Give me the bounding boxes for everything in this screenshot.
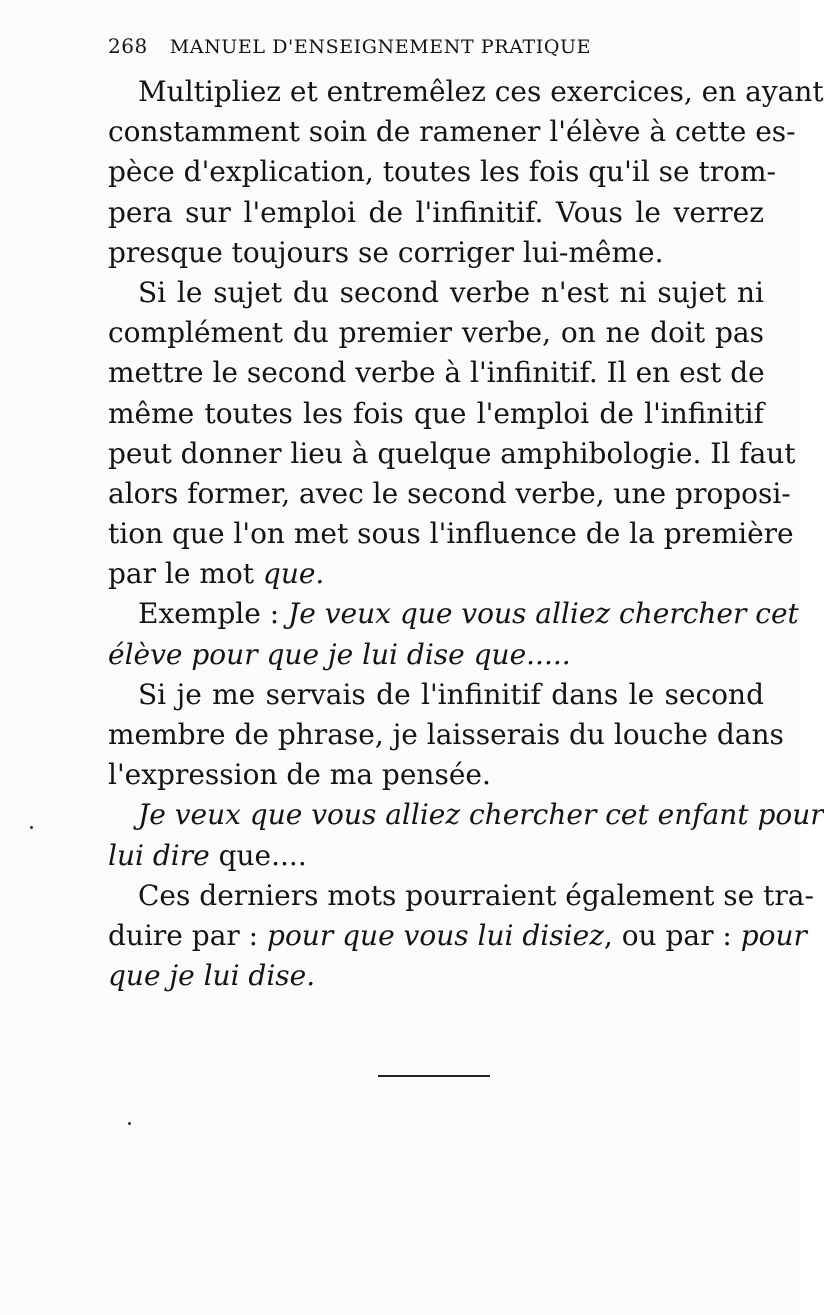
running-title: MANUEL D'ENSEIGNEMENT PRATIQUE <box>169 36 592 58</box>
page-number: 268 <box>108 34 148 58</box>
text-line: Je veux que vous alliez chercher cet enfant pour <box>138 798 824 832</box>
text-line: élève pour que je lui dise que..... <box>108 637 571 671</box>
running-header <box>108 34 688 64</box>
text-line: lui dire que.... <box>108 838 307 872</box>
text-line: Ces derniers mots pourraient également se tra- <box>138 878 814 912</box>
text-line: presque toujours se corriger lui-même. <box>108 235 664 269</box>
section-end-rule <box>378 1075 490 1077</box>
text-line: Multipliez et entremêlez ces exercices, en ayant <box>138 75 824 108</box>
text-line: que je lui dise. <box>108 959 316 993</box>
text-line: alors former, avec le second verbe, une proposi- <box>108 476 791 510</box>
text-line: duire par : pour que vous lui disiez, ou par : pour <box>108 918 807 952</box>
text-line: mettre le second verbe à l'infinitif. Il en est de <box>108 356 765 390</box>
text-line: Exemple : Je veux que vous alliez chercher cet <box>138 597 799 631</box>
text-line: l'expression de ma pensée. <box>108 758 491 792</box>
text-line: Si le sujet du second verbe n'est ni sujet ni <box>138 275 764 309</box>
text-line: membre de phrase, je laisserais du louche dans <box>108 718 784 751</box>
text-line: même toutes les fois que l'emploi de l'infinitif <box>108 396 764 430</box>
page-body <box>108 72 824 996</box>
ink-speck <box>128 1122 131 1125</box>
text-line: tion que l'on met sous l'influence de la première <box>108 517 794 551</box>
text-line: peut donner lieu à quelque amphibologie. Il faut <box>108 436 796 470</box>
ink-speck <box>30 826 33 829</box>
text-line: par le mot que. <box>108 557 325 591</box>
text-line: pera sur l'emploi de l'infinitif. Vous le verrez <box>108 195 764 229</box>
text-line: constamment soin de ramener l'élève à cette es- <box>108 115 796 149</box>
text-line: complément du premier verbe, on ne doit pas <box>108 316 764 350</box>
text-line: pèce d'explication, toutes les fois qu'il se trom- <box>108 155 777 189</box>
text-line: Si je me servais de l'infinitif dans le second <box>138 677 764 711</box>
